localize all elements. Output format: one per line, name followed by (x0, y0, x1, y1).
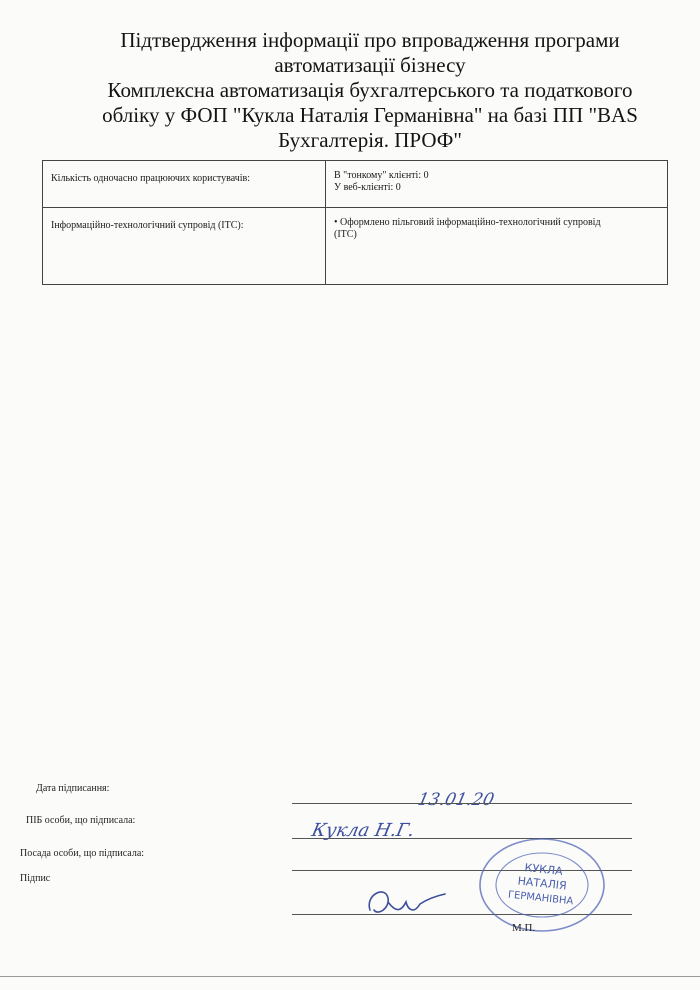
name-value-handwritten: Кукла Н.Г. (309, 820, 417, 841)
row-label: Кількість одночасно працюючих користувачів: (43, 161, 326, 208)
handwritten-signature (360, 880, 450, 925)
title-line-4: обліку у ФОП "Кукла Наталія Германівна" на базі ПП "BAS (102, 103, 638, 127)
value-line: У веб-клієнті: 0 (334, 182, 401, 193)
official-stamp-seal (477, 835, 607, 935)
mp-label: М.П. (512, 922, 536, 934)
row-value (326, 208, 668, 285)
table-row (43, 208, 668, 285)
page-bottom-edge (0, 976, 700, 977)
stamp-text-line: НАТАЛІЯ (517, 874, 568, 893)
value-line: • Оформлено пільговий інформаційно-технологічний супровід (334, 217, 601, 228)
title-line-1: Підтвердження інформації про впровадження програми (120, 28, 620, 52)
info-table (42, 160, 668, 285)
name-label: ПІБ особи, що підписала: (26, 815, 136, 826)
value-line: (ІТС) (334, 229, 357, 240)
stamp-text-line: ГЕРМАНІВНА (507, 889, 574, 908)
date-line (292, 803, 632, 804)
date-value-handwritten: 13.01.20 (415, 790, 496, 810)
table-row (43, 161, 668, 208)
row-value (326, 161, 668, 208)
stamp-text-line: КУКЛА (523, 861, 564, 879)
title-line-5: Бухгалтерія. ПРОФ" (278, 128, 462, 152)
value-line: В "тонкому" клієнті: 0 (334, 170, 429, 181)
signature-label: Підпис (20, 873, 51, 884)
document-title (60, 28, 680, 153)
row-label: Інформаційно-технологічний супровід (ІТС): (43, 208, 326, 285)
title-line-2: автоматизації бізнесу (274, 53, 466, 77)
title-line-3: Комплексна автоматизація бухгалтерського та податкового (107, 78, 633, 102)
position-label: Посада особи, що підписала: (20, 848, 145, 859)
date-label: Дата підписання: (36, 783, 110, 794)
